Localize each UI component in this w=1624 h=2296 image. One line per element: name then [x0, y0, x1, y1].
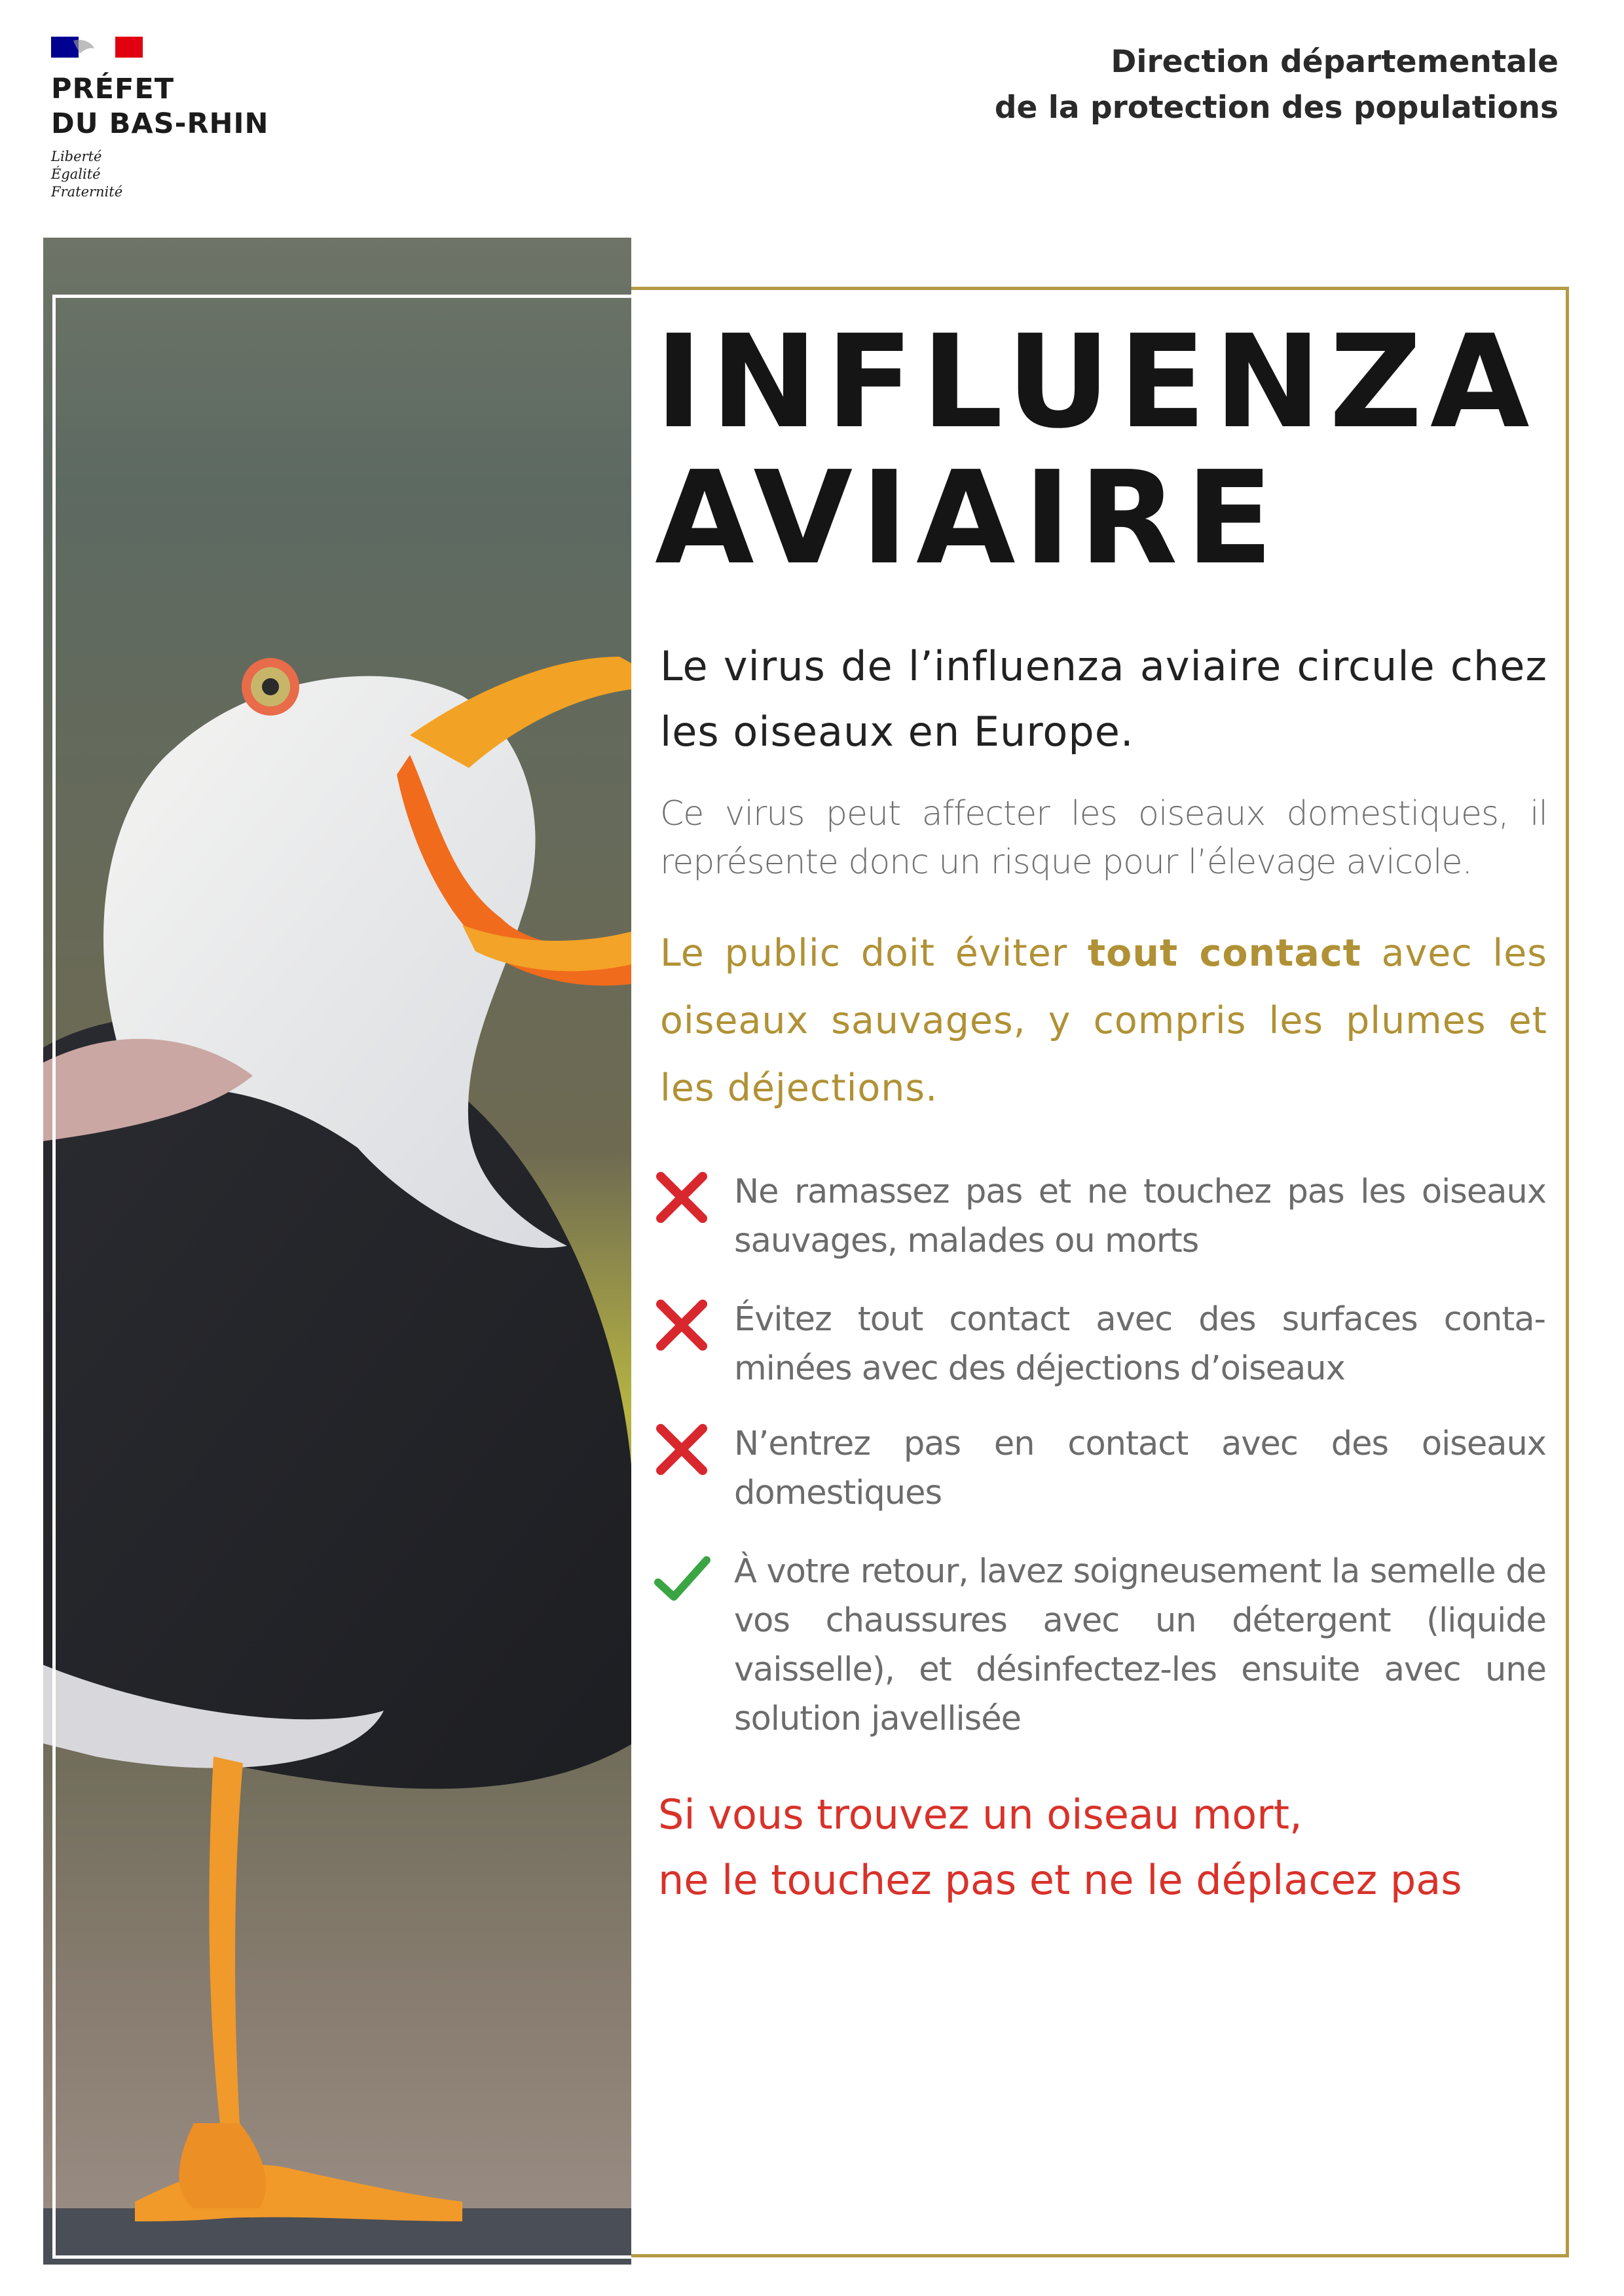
instruction-text: Évitez tout contact avec des surfaces contaminées avec des déjections d’oiseaux [734, 1300, 1546, 1388]
public-advice-paragraph [660, 920, 1547, 1122]
prefecture-logo [51, 34, 326, 201]
prefecture-line: PRÉFET [51, 73, 175, 105]
prefecture-name [51, 72, 326, 141]
title-line: AVIAIRE [655, 444, 1282, 593]
instruction-item [652, 1295, 1549, 1393]
lead-paragraph: Le virus de l’influenza aviaire circule chez les oiseaux en Europe. [660, 642, 1547, 756]
risk-paragraph: Ce virus peut affecter les oiseaux domestiques, il représente donc un risque pour l’élevage avicole. [660, 794, 1547, 882]
motto-line: Égalité [51, 166, 101, 182]
advice-text: avec les oiseaux sauvages, y compris les plumes et les déjections. [660, 932, 1547, 1110]
prefecture-line: DU BAS-RHIN [51, 107, 269, 140]
instruction-item [652, 1167, 1549, 1266]
instruction-text: N’entrez pas en contact avec des oiseaux domestiques [734, 1425, 1546, 1512]
motto-line: Fraternité [51, 184, 123, 200]
gull-illustration [43, 238, 631, 2265]
instruction-item [652, 1547, 1549, 1743]
gold-frame-right [1566, 287, 1569, 2257]
advice-text: Le public doit éviter [660, 932, 1088, 975]
cross-icon [652, 1295, 712, 1355]
direction-heading [773, 39, 1559, 131]
motto-line: Liberté [51, 149, 102, 164]
direction-line: Direction départementale [1111, 44, 1559, 80]
cross-icon [652, 1419, 712, 1480]
instruction-text: À votre retour, lavez soigneusement la semelle de vos chaussures avec un détergent (liquide vaisselle), et désinfectez-les ensuite avec une solution javellisée [734, 1552, 1546, 1738]
advice-emphasis: tout contact [1087, 932, 1361, 975]
page-title [655, 308, 1559, 593]
republic-motto [51, 148, 326, 201]
marianne-flag-icon [51, 34, 143, 60]
title-line: INFLUENZA [655, 308, 1538, 457]
gull-photo [43, 238, 631, 2265]
cross-icon [652, 1167, 712, 1228]
warning-line: ne le touchez pas et ne le déplacez pas [658, 1856, 1462, 1904]
gold-frame-bottom [631, 2254, 1569, 2257]
check-icon [652, 1547, 712, 1607]
instruction-text: Ne ramassez pas et ne touchez pas les oiseaux sauvages, malades ou morts [734, 1173, 1546, 1260]
direction-line: de la protection des populations [994, 90, 1559, 126]
gold-frame-top [631, 287, 1569, 290]
dead-bird-warning [658, 1782, 1575, 1913]
instruction-item [652, 1419, 1549, 1518]
warning-line: Si vous trouvez un oiseau mort, [658, 1791, 1302, 1838]
